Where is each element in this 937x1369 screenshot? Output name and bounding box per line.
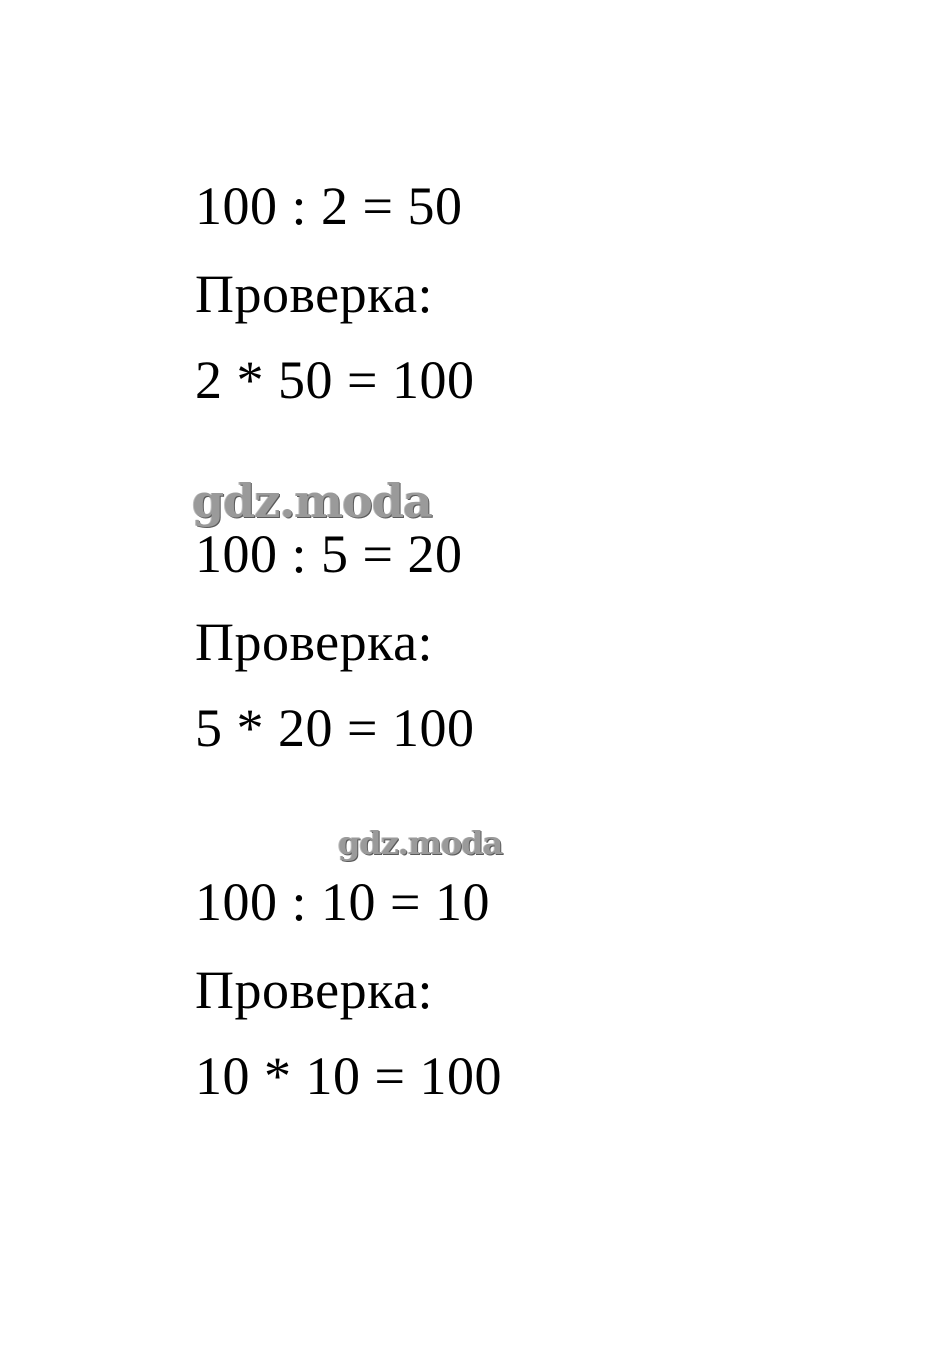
check-3: 10 * 10 = 100 bbox=[195, 1046, 502, 1106]
check-label-2: Проверка: bbox=[195, 612, 434, 672]
check-label-3: Проверка: bbox=[195, 960, 434, 1020]
equation-2: 100 : 5 = 20 bbox=[195, 524, 463, 584]
watermark: gdz.moda bbox=[338, 824, 503, 862]
watermark: gdz.moda bbox=[192, 474, 432, 528]
check-2: 5 * 20 = 100 bbox=[195, 698, 475, 758]
equation-1: 100 : 2 = 50 bbox=[195, 176, 463, 236]
check-label-1: Проверка: bbox=[195, 264, 434, 324]
equation-3: 100 : 10 = 10 bbox=[195, 872, 490, 932]
check-1: 2 * 50 = 100 bbox=[195, 350, 475, 410]
